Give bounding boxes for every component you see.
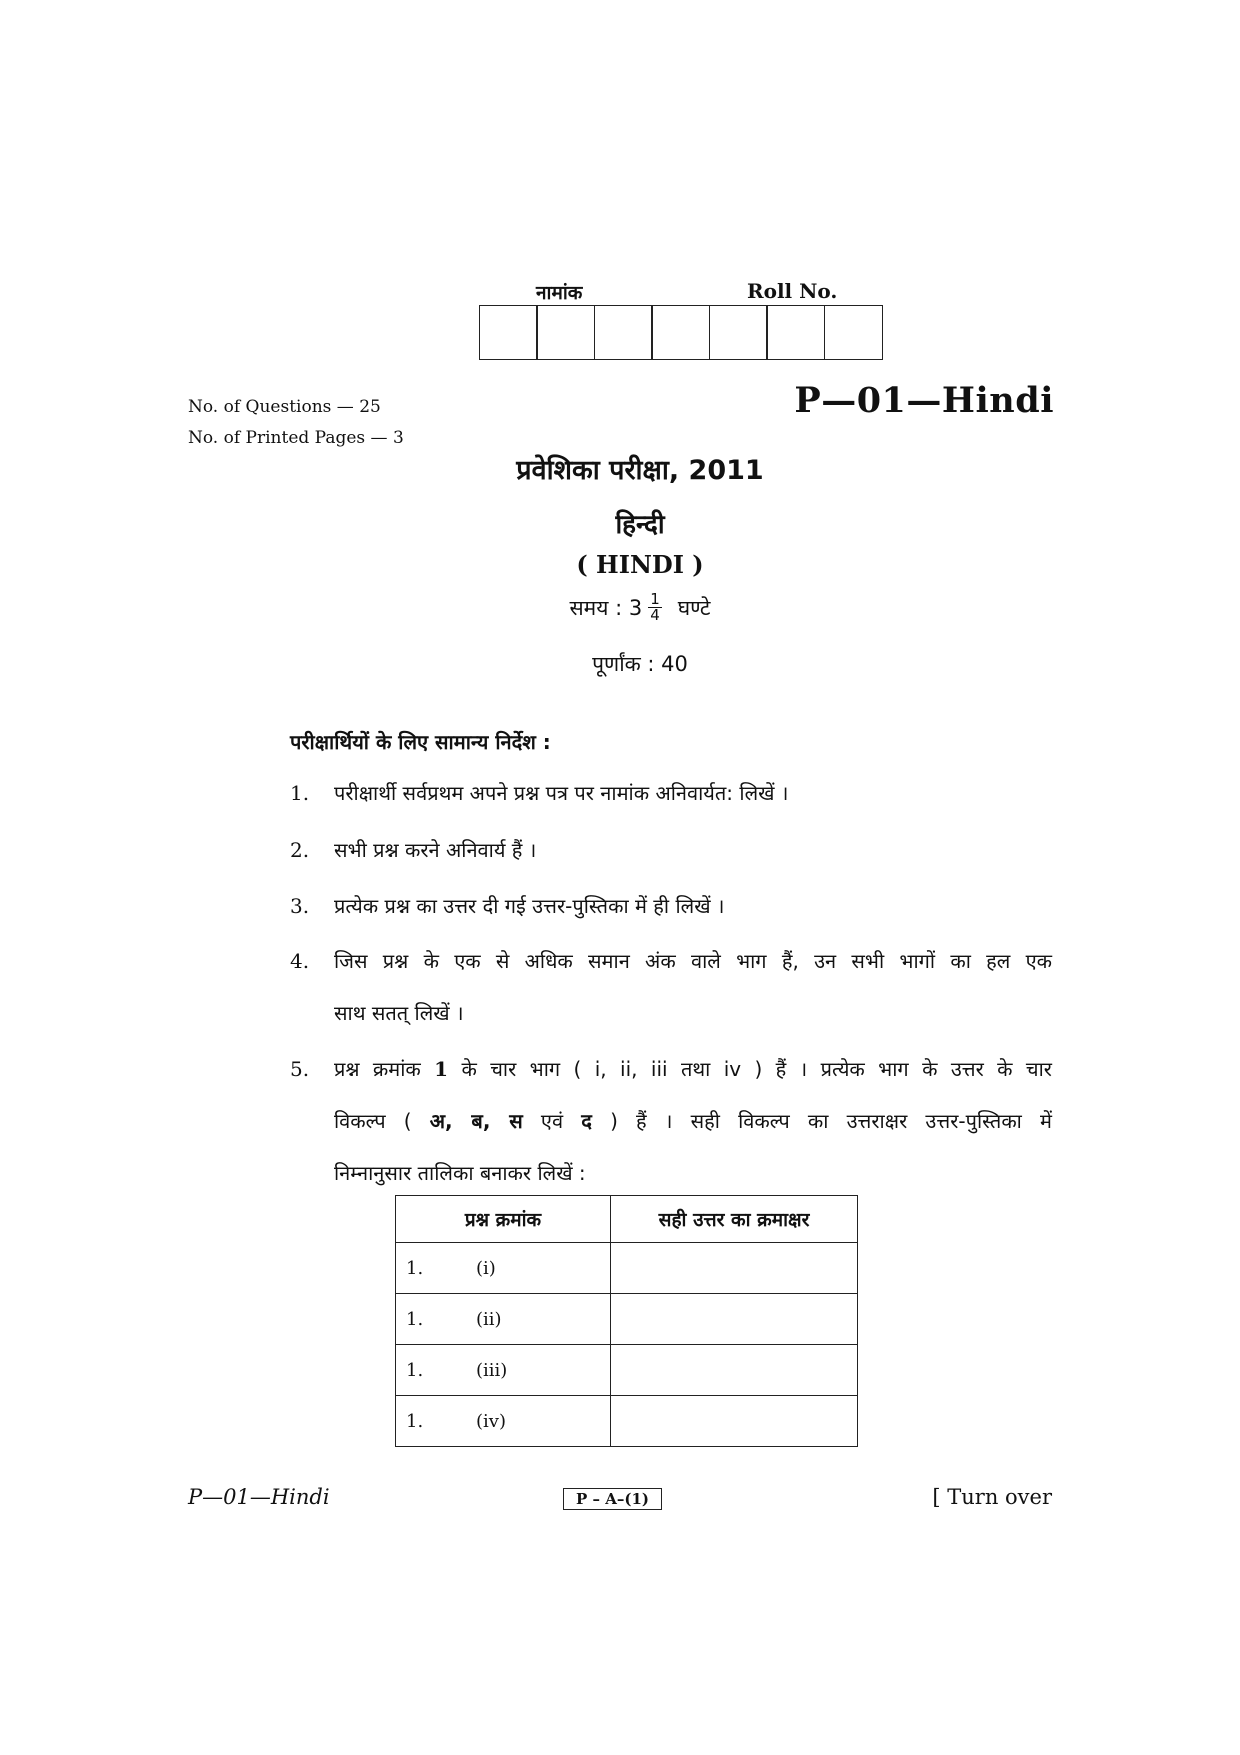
table-row bbox=[396, 1243, 858, 1294]
instruction-item bbox=[290, 935, 1052, 1039]
duration-label: समय : 3 bbox=[569, 595, 643, 620]
question-subpart: (i) bbox=[476, 1257, 496, 1279]
instruction-text-continued: निम्नानुसार तालिका बनाकर लिखें : bbox=[334, 1161, 586, 1185]
answer-cell[interactable] bbox=[611, 1396, 858, 1447]
instruction-fragment: विकल्प ( bbox=[334, 1109, 430, 1133]
roll-number-boxes bbox=[480, 305, 883, 360]
questions-count: No. of Questions — 25 bbox=[188, 397, 381, 417]
instruction-item bbox=[290, 767, 1052, 819]
answer-cell[interactable] bbox=[611, 1345, 858, 1396]
instruction-item bbox=[290, 824, 1052, 876]
question-subpart: (ii) bbox=[476, 1308, 502, 1330]
answer-cell[interactable] bbox=[611, 1294, 858, 1345]
question-number: 1. bbox=[406, 1257, 424, 1279]
printed-pages-count: No. of Printed Pages — 3 bbox=[188, 428, 404, 448]
fraction-denominator: 4 bbox=[650, 606, 660, 624]
question-number-bold: 1 bbox=[434, 1057, 449, 1081]
question-cell bbox=[396, 1345, 611, 1396]
footer-page-id: P – A–(1) bbox=[563, 1488, 662, 1510]
roll-label-english: Roll No. bbox=[747, 279, 838, 303]
fraction-numerator: 1 bbox=[650, 590, 660, 608]
subject-english: ( HINDI ) bbox=[576, 550, 704, 579]
question-cell bbox=[396, 1243, 611, 1294]
instruction-text-continued bbox=[334, 1095, 1052, 1147]
question-number: 1. bbox=[406, 1359, 424, 1381]
instruction-number: 1. bbox=[290, 781, 310, 805]
roll-digit-box[interactable] bbox=[709, 305, 768, 360]
instruction-text: जिस प्रश्न के एक से अधिक समान अंक वाले भाग हैं, उन सभी भागों का हल एक bbox=[334, 949, 1052, 973]
instruction-text-continued: साथ सतत् लिखें । bbox=[334, 1001, 464, 1025]
paper-code: P—01—Hindi bbox=[794, 380, 1054, 421]
subject-hindi: हिन्दी bbox=[615, 510, 665, 540]
instruction-text bbox=[334, 1043, 1052, 1095]
option-d-bold: द bbox=[581, 1109, 592, 1133]
answer-cell[interactable] bbox=[611, 1243, 858, 1294]
exam-title: प्रवेशिका परीक्षा, 2011 bbox=[516, 455, 764, 486]
instruction-item bbox=[290, 1043, 1052, 1199]
roll-digit-box[interactable] bbox=[479, 305, 538, 360]
total-marks: पूर्णांक : 40 bbox=[592, 652, 688, 676]
table-row bbox=[396, 1345, 858, 1396]
table-row bbox=[396, 1294, 858, 1345]
question-cell bbox=[396, 1396, 611, 1447]
question-number: 1. bbox=[406, 1410, 424, 1432]
roll-digit-box[interactable] bbox=[536, 305, 595, 360]
table-row bbox=[396, 1396, 858, 1447]
question-subpart: (iv) bbox=[476, 1410, 506, 1432]
instruction-text: सभी प्रश्न करने अनिवार्य हैं । bbox=[334, 838, 537, 862]
duration-fraction bbox=[648, 592, 662, 623]
roll-digit-box[interactable] bbox=[824, 305, 883, 360]
options-bold: अ, ब, स bbox=[429, 1109, 523, 1133]
instruction-number: 4. bbox=[290, 949, 310, 973]
instruction-number: 3. bbox=[290, 894, 310, 918]
roll-digit-box[interactable] bbox=[594, 305, 653, 360]
instruction-number: 5. bbox=[290, 1057, 310, 1081]
duration-unit: घण्टे bbox=[677, 595, 711, 620]
answer-table bbox=[395, 1195, 858, 1447]
roll-label-hindi: नामांक bbox=[536, 282, 583, 304]
instruction-item bbox=[290, 880, 1052, 932]
instruction-fragment: एवं bbox=[522, 1109, 582, 1133]
roll-digit-box[interactable] bbox=[651, 305, 710, 360]
exam-duration bbox=[0, 592, 1240, 623]
question-number: 1. bbox=[406, 1308, 424, 1330]
footer-paper-code: P—01—Hindi bbox=[188, 1485, 330, 1509]
question-subpart: (iii) bbox=[476, 1359, 508, 1381]
roll-digit-box[interactable] bbox=[766, 305, 825, 360]
instruction-text: परीक्षार्थी सर्वप्रथम अपने प्रश्न पत्र पर नामांक अनिवार्यत: लिखें । bbox=[334, 781, 789, 805]
table-header-row bbox=[396, 1196, 858, 1243]
question-cell bbox=[396, 1294, 611, 1345]
instruction-fragment: के चार भाग ( i, ii, iii तथा iv ) हैं । प्रत्येक भाग के उत्तर के चार bbox=[448, 1057, 1052, 1081]
instruction-number: 2. bbox=[290, 838, 310, 862]
column-header: प्रश्न क्रमांक bbox=[396, 1196, 611, 1243]
column-header: सही उत्तर का क्रमाक्षर bbox=[611, 1196, 858, 1243]
instructions-heading: परीक्षार्थियों के लिए सामान्य निर्देश : bbox=[290, 730, 551, 754]
instruction-text: प्रत्येक प्रश्न का उत्तर दी गई उत्तर-पुस्तिका में ही लिखें । bbox=[334, 894, 725, 918]
footer-turn-over: [ Turn over bbox=[932, 1485, 1052, 1509]
instruction-fragment: प्रश्न क्रमांक bbox=[334, 1057, 435, 1081]
instruction-fragment: ) हैं । सही विकल्प का उत्तराक्षर उत्तर-पुस्तिका में bbox=[591, 1109, 1052, 1133]
